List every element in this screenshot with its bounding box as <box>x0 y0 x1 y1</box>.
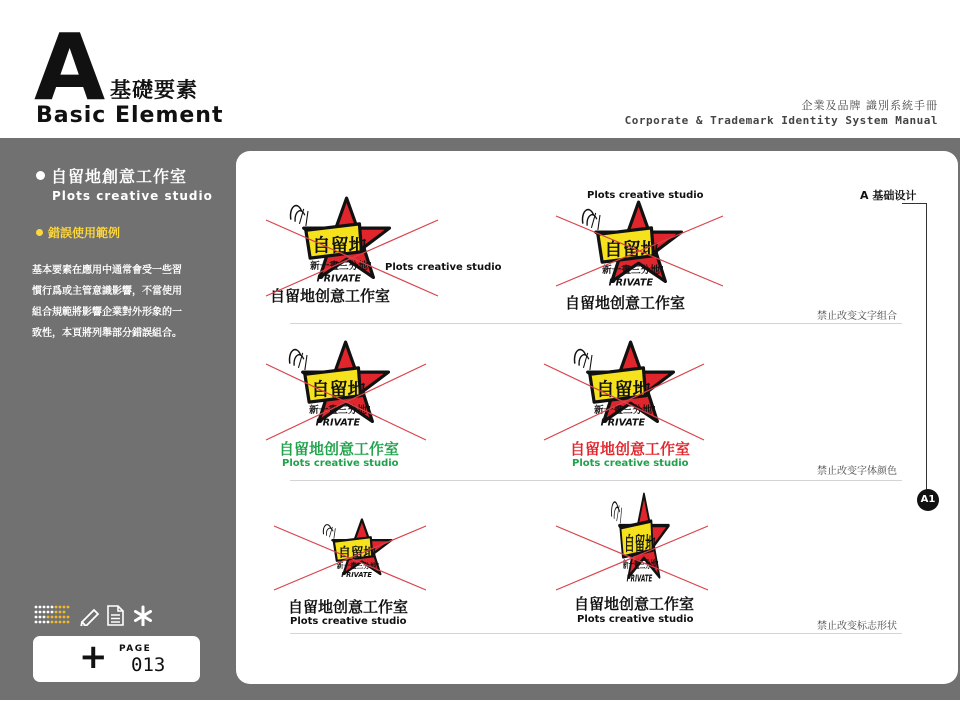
row-caption: 禁止改变文字组合 <box>817 311 897 322</box>
row-caption: 禁止改变字体颜色 <box>817 466 897 477</box>
page-number-box <box>33 636 200 682</box>
row-divider <box>290 480 902 481</box>
bracket-line <box>902 203 927 204</box>
logo-chinese-name: 自留地创意工作室 <box>279 440 400 458</box>
logo-english-name: Plots creative studio <box>282 458 399 469</box>
bullet-icon <box>36 171 45 180</box>
pencil-icon <box>81 610 98 626</box>
page-label: PAGE <box>119 644 152 654</box>
logo-chinese-name: 自留地创意工作室 <box>574 595 695 613</box>
description-line: 基本要素在應用中通常會受一些習 <box>32 265 182 276</box>
row-divider <box>290 323 902 324</box>
row-caption: 禁止改变标志形状 <box>817 621 897 632</box>
asterisk-icon <box>136 607 151 625</box>
logo-english-name: Plots creative studio <box>587 190 704 201</box>
row-divider <box>290 633 902 634</box>
prohibited-cross-mark <box>262 218 442 300</box>
prohibited-cross-mark <box>552 214 727 290</box>
prohibited-cross-mark <box>262 362 430 444</box>
section-marker: A1 <box>917 489 939 511</box>
sidebar-description <box>32 260 204 344</box>
bracket-line <box>926 203 927 495</box>
logo-english-name: Plots creative studio <box>572 458 689 469</box>
logo-chinese-name: 自留地创意工作室 <box>570 440 691 458</box>
document-icon <box>108 606 123 625</box>
page-number: 013 <box>131 654 166 676</box>
sidebar-icon-row <box>34 604 204 626</box>
description-line: 組合規範將影響企業對外形象的一 <box>32 307 182 318</box>
plus-icon: + <box>79 637 108 677</box>
logo-chinese-name: 自留地创意工作室 <box>288 598 409 616</box>
description-line: 致性，本頁將列舉部分錯誤組合。 <box>32 328 182 339</box>
sidebar-subtitle: Plots creative studio <box>52 189 213 203</box>
prohibited-cross-mark <box>552 524 712 594</box>
logo-chinese-name: 自留地创意工作室 <box>565 294 686 312</box>
sidebar-title <box>36 164 187 187</box>
section-title-cn: 基礎要素 <box>110 78 198 102</box>
logo-english-name: Plots creative studio <box>385 262 502 273</box>
panel-section-title: A 基础设计 <box>860 189 917 202</box>
sidebar-title-text: 自留地創意工作室 <box>51 167 188 186</box>
prohibited-cross-mark <box>270 524 430 594</box>
manual-title-en: Corporate & Trademark Identity System Manual <box>624 114 938 127</box>
section-letter: A <box>34 14 106 121</box>
bullet-icon <box>36 229 43 236</box>
sidebar-subsection-text: 錯誤使用範例 <box>48 226 121 240</box>
dot-grid-icon <box>35 606 70 624</box>
prohibited-cross-mark <box>540 362 708 444</box>
logo-chinese-name: 自留地创意工作室 <box>270 287 391 305</box>
logo-english-name: Plots creative studio <box>290 616 407 627</box>
section-title-en: Basic Element <box>36 103 224 128</box>
description-line: 慣行爲或主管意識影響，不當使用 <box>32 286 182 297</box>
manual-title-cn: 企業及品牌 識別系統手冊 <box>801 99 938 112</box>
sidebar-subsection <box>36 224 120 241</box>
logo-english-name: Plots creative studio <box>577 614 694 625</box>
